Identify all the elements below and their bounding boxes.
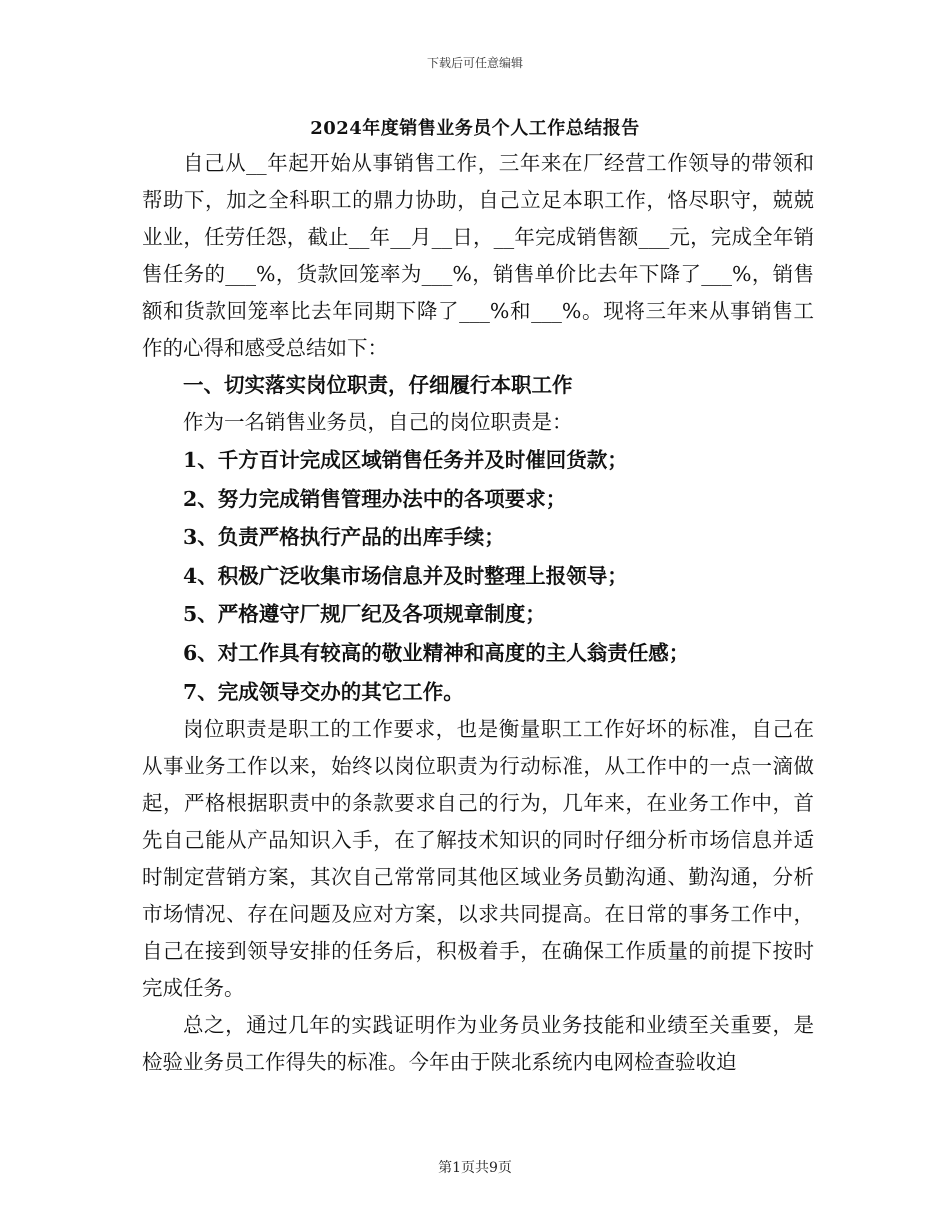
duty-item-1: 1、千方百计完成区域销售任务并及时催回货款； (183, 448, 628, 472)
document-title: 2024年度销售业务员个人工作总结报告 (310, 118, 640, 139)
duty-item-3: 3、负责严格执行产品的出库手续； (183, 525, 505, 550)
summary-paragraph: 总之，通过几年的实践证明作为业务员业务技能和业绩至关重要，是检验业务员工作得失的标准。今年由于陕北系统内电网检查验收迫 (142, 1013, 814, 1075)
header-note: 下载后可任意编辑 (426, 56, 523, 70)
duty-item-2: 2、努力完成销售管理办法中的各项要求； (183, 486, 567, 511)
duty-item-6: 6、对工作具有较高的敬业精神和高度的主人翁责任感； (183, 640, 690, 665)
duty-item-7: 7、完成领导交办的其它工作。 (183, 679, 464, 704)
document-body (142, 145, 814, 1081)
duty-item-5: 5、严格遵守厂规厂纪及各项规章制度； (183, 602, 546, 627)
page-number: 第1页共9页 (438, 1160, 512, 1176)
duty-item-4: 4、积极广泛收集市场信息并及时整理上报领导； (183, 563, 628, 588)
duties-intro: 作为一名销售业务员，自己的岗位职责是： (183, 410, 573, 434)
duties-paragraph: 岗位职责是职工的工作要求，也是衡量职工工作好坏的标准，自己在从事业务工作以来，始终以岗位职责为行动标准，从工作中的一点一滴做起，严格根据职责中的条款要求自己的行为，几年来，在业务工作中，首先自己能从产品知识入手，在了解技术知识的同时仔细分析市场信息并适时制定营销方案，其次自己常常同其他区域业务员勤沟通、勤沟通，分析市场情况、存在问题及应对方案，以求共同提高。在日常的事务工作中，自己在接到领导安排的任务后，积极着手，在确保工作质量的前提下按时完成任务。 (142, 717, 814, 1001)
section-heading-1: 一、切实落实岗位职责，仔细履行本职工作 (183, 373, 573, 397)
intro-paragraph: 自己从__年起开始从事销售工作，三年来在厂经营工作领导的带领和帮助下，加之全科职工的鼎力协助，自己立足本职工作，恪尽职守，兢兢业业，任劳任怨，截止__年__月__日，__年完成销售额___元，完成全年销售任务的___%，货款回笼率为___%，销售单价比去年下降了___%，销售额和货款回笼率比去年同期下降了___%和___%。现将三年来从事销售工作的心得和感受总结如下： (142, 151, 814, 360)
